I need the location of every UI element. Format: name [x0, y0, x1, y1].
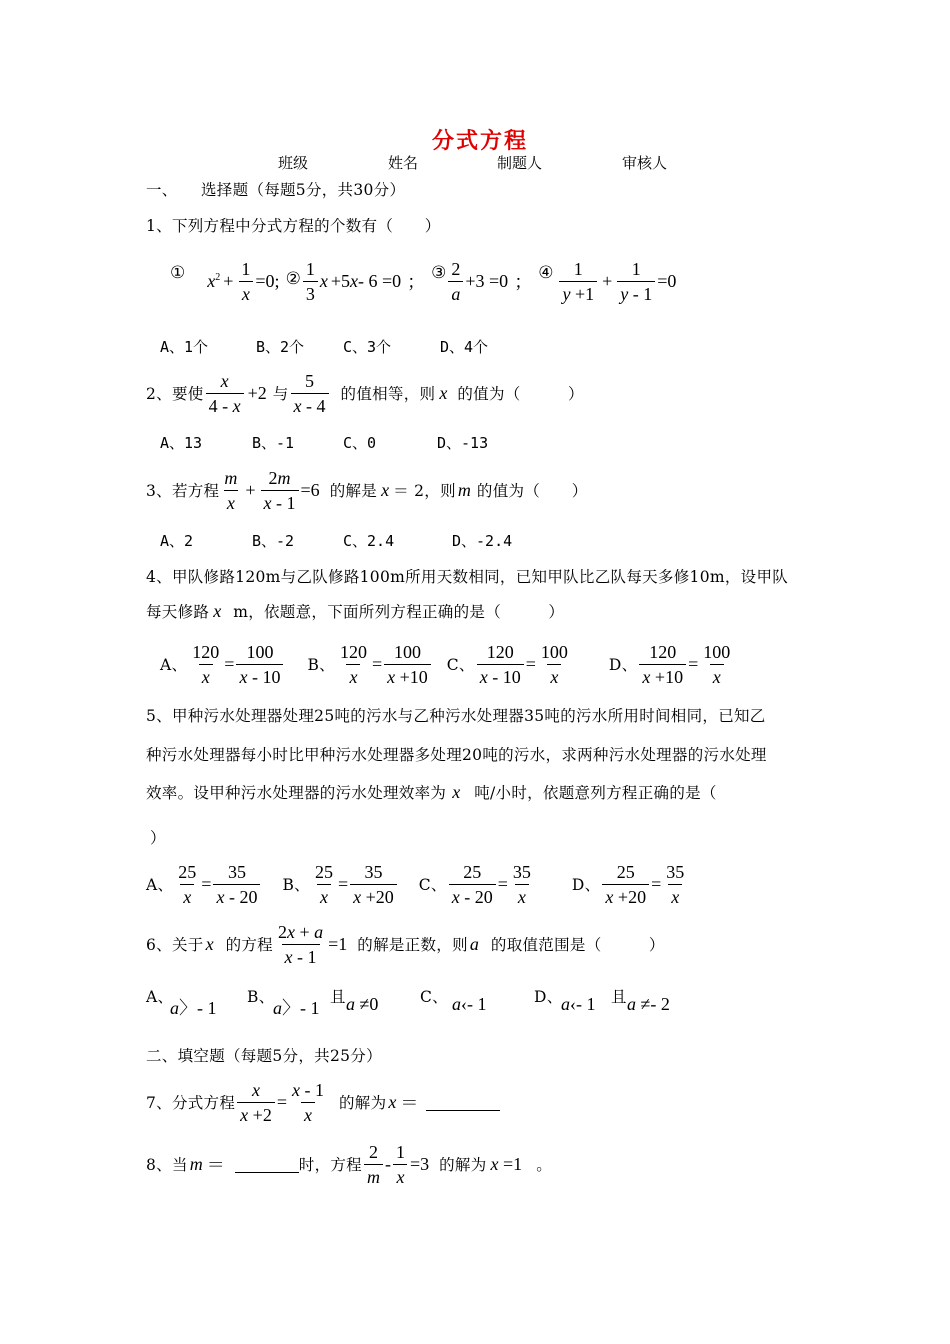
q1-eq1-frac: $\frac{1}{x}$: [238, 259, 253, 304]
q6-option-b-2: a ≠0: [346, 994, 379, 1014]
q1-circle1: ①: [170, 263, 186, 282]
q1-option-a: A、1个: [160, 338, 209, 356]
q8-frac2: $\frac{1}{x}$: [393, 1142, 408, 1187]
section1-number: 一、: [146, 181, 178, 199]
q5-c-frac1: $\frac{25}{x - 20}$: [449, 862, 496, 907]
q2-option-d: D、-13: [437, 434, 489, 452]
q8-minus: -: [384, 1153, 391, 1174]
q6-rhs: =1: [328, 933, 348, 954]
q2-option-a: A、13: [160, 434, 203, 452]
q8-frac1: $\frac{2}{m}$: [364, 1142, 383, 1187]
q6-label-c: C、: [420, 988, 448, 1006]
q5-line3b: 吨/小时，依题意列方程正确的是（: [474, 784, 717, 802]
q1-eq1-rhs: =0;: [255, 270, 280, 291]
q5-c-frac2: $\frac{35}{x}$: [512, 861, 531, 907]
q3-mid2: ＝ 2，则: [393, 482, 456, 500]
q1-option-d: D、4个: [440, 338, 489, 356]
q5-b-frac2: $\frac{35}{x +20}$: [350, 862, 397, 907]
q1-eq4-frac2: $\frac{1}{y - 1}$: [617, 259, 655, 304]
name-label: 姓名: [388, 154, 419, 172]
q1-circle2: ②: [285, 269, 301, 288]
section2-heading: 二、填空题（每题5分，共25分）: [146, 1047, 382, 1065]
q2-suffix: 的值相等，则: [340, 385, 436, 403]
q1-eq4-rhs: =0: [657, 270, 677, 291]
reviewer-label: 审核人: [622, 154, 668, 172]
q1-circle3: ③: [431, 263, 447, 282]
q3-line: [146, 466, 588, 514]
q6-label-b: B、: [247, 988, 275, 1006]
q5-label-b: B、: [282, 876, 310, 894]
q2-frac2: $\frac{5}{x - 4}$: [291, 371, 329, 416]
q8-var-m: m: [189, 1153, 203, 1174]
q4-a-frac2: $\frac{100}{x - 10}$: [236, 642, 283, 687]
q8-answer-blank[interactable]: [235, 1156, 299, 1173]
q4-c-eq: =: [525, 653, 536, 674]
q4-a-frac1: $\frac{120}{x}$: [192, 641, 220, 687]
q1-eq2-rest: x: [319, 270, 328, 291]
q3-option-b: B、-2: [252, 532, 295, 550]
q1-eq4-frac1: $\frac{1}{y +1}$: [559, 259, 597, 304]
q5-d-frac1: $\frac{25}{x +20}$: [602, 862, 649, 907]
q4-label-b: B、: [307, 656, 335, 674]
q6-prefix: 6、关于: [146, 936, 204, 954]
q1-eq1-x2: $x^2$: [207, 270, 221, 291]
q5-line1: 5、甲种污水处理器处理25吨的污水与乙种污水处理器35吨的污水所用时间相同，已知乙: [146, 707, 766, 725]
q2-prefix: 2、要使: [146, 385, 204, 403]
q4-options: [160, 640, 735, 688]
q2-option-c: C、0: [343, 434, 377, 452]
q7-answer-blank[interactable]: [426, 1094, 500, 1111]
q4-line2b: m，依题意，下面所列方程正确的是（ ）: [233, 603, 565, 621]
q6-frac: $\frac{2x + a}{x - 1}$: [277, 921, 324, 967]
q3-mid: 的解是: [329, 482, 378, 500]
q4-line2a: 每天修路: [146, 603, 210, 621]
section1-heading: 选择题（每题5分，共30分）: [201, 181, 406, 199]
q6-option-a: a〉- 1: [170, 998, 217, 1018]
q7-frac1: $\frac{x}{x +2}$: [237, 1080, 275, 1125]
q1-text: 1、下列方程中分式方程的个数有（ ）: [146, 217, 441, 235]
q1-circle4: ④: [538, 263, 554, 282]
q2-option-b: B、-1: [252, 434, 295, 452]
q3-prefix: 3、若方程: [146, 482, 220, 500]
q6-option-c: a‹- 1: [452, 994, 487, 1014]
q6-option-b-1: a〉- 1: [273, 998, 320, 1018]
q5-a-frac2: $\frac{35}{x - 20}$: [213, 862, 260, 907]
q1-eq4-plus: +: [602, 270, 613, 291]
q5-options: [146, 860, 689, 908]
q2-plus2: +2: [247, 382, 267, 403]
q8-end: 。: [536, 1156, 552, 1174]
q5-line2: 种污水处理器每小时比甲种污水处理器多处理20吨的污水，求两种污水处理器的污水处理: [146, 746, 767, 764]
q5-line4: ）: [150, 829, 166, 847]
q6-mid: 的方程: [225, 936, 273, 954]
q4-label-c: C、: [446, 656, 475, 674]
q4-b-frac2: $\frac{100}{x +10}$: [384, 642, 431, 687]
q1-equations: [170, 258, 676, 304]
q7-eq: =: [276, 1091, 287, 1112]
q5-d-frac2: $\frac{35}{x}$: [666, 861, 685, 907]
q5-b-eq: =: [337, 873, 349, 894]
q4-d-frac2: $\frac{100}{x}$: [703, 641, 731, 687]
q4-b-frac1: $\frac{120}{x}$: [339, 641, 367, 687]
q3-frac2: $\frac{2m}{x - 1}$: [261, 468, 299, 513]
q4-c-frac2: $\frac{100}{x}$: [540, 641, 568, 687]
q4-a-eq: =: [224, 653, 235, 674]
q4-b-eq: =: [371, 653, 383, 674]
q8-equals: ＝: [206, 1155, 225, 1175]
q4-var-x: x: [213, 600, 222, 621]
q6-and-d: 且: [611, 988, 627, 1006]
q5-line3a: 效率。设甲种污水处理器的污水处理效率为: [146, 784, 447, 802]
q8-mid: 时，方程: [298, 1156, 362, 1174]
q4-label-a: A、: [160, 656, 188, 674]
q2-end: 的值为（ ）: [457, 385, 584, 403]
q2-line: [146, 370, 584, 416]
q5-a-frac1: $\frac{25}{x}$: [178, 861, 197, 907]
q6-var-x: x: [205, 933, 214, 954]
q3-end: 的值为（ ）: [476, 482, 588, 500]
q6-suffix: 的解是正数，则: [357, 936, 468, 954]
q4-d-frac1: $\frac{120}{x +10}$: [639, 642, 686, 687]
q6-and-b: 且: [330, 988, 346, 1006]
q5-label-a: A、: [146, 876, 174, 894]
q3-option-c: C、2.4: [343, 532, 395, 550]
q1-eq2-rest2: +5x- 6 =0: [330, 270, 402, 291]
q3-option-a: A、2: [160, 532, 194, 550]
q8-solution: x =1: [490, 1153, 523, 1174]
q7-prefix: 7、分式方程: [146, 1094, 236, 1112]
q1-option-b: B、2个: [256, 338, 305, 356]
q4-c-frac1: $\frac{120}{x - 10}$: [477, 642, 524, 687]
q4-d-eq: =: [688, 653, 699, 674]
q6-end: 的取值范围是（ ）: [490, 936, 665, 954]
q7-frac2: $\frac{x - 1}{x}$: [291, 1079, 324, 1125]
q1-option-c: C、3个: [343, 338, 392, 356]
author-label: 制题人: [497, 154, 543, 172]
q5-d-eq: =: [651, 873, 662, 894]
q8-rhs: =3: [409, 1153, 430, 1174]
q4-line1: 4、甲队修路120m与乙队修路100m所用天数相同，已知甲队比乙队每天多修10m，设甲队: [146, 568, 789, 586]
q4-line2: [146, 600, 564, 622]
q6-option-d-1: a‹- 1: [561, 994, 596, 1014]
q8-line: [146, 1140, 552, 1188]
q7-line: [146, 1078, 500, 1126]
q5-c-eq: =: [497, 873, 508, 894]
q4-label-d: D、: [608, 656, 638, 674]
q3-rhs: =6: [300, 479, 320, 500]
q1-eq3-frac: $\frac{2}{a}$: [448, 259, 463, 304]
q1-sep1: ；: [407, 272, 426, 292]
q1-eq2-frac: $\frac{1}{3}$: [303, 259, 318, 304]
q8-suffix: 的解为: [439, 1156, 487, 1174]
class-label: 班级: [278, 154, 309, 172]
q3-plus: +: [245, 479, 256, 500]
q7-suffix: 的解为: [338, 1094, 387, 1112]
q5-var-x: x: [452, 781, 461, 802]
q7-equals: ＝: [400, 1093, 419, 1113]
q6-var-a: a: [469, 933, 479, 954]
q2-frac1: $\frac{x}{4 - x}$: [206, 371, 244, 416]
q6-label-a: A、: [146, 988, 174, 1006]
q6-label-d: D、: [534, 988, 563, 1006]
q3-option-d: D、-2.4: [452, 532, 513, 550]
q5-line3: [146, 781, 717, 803]
q3-var-m: m: [457, 479, 471, 500]
q5-a-eq: =: [201, 873, 212, 894]
q6-option-d-2: a ≠- 2: [627, 994, 670, 1014]
q5-label-d: D、: [571, 876, 601, 894]
q2-mid: 与: [272, 385, 289, 403]
q7-var-x: x: [388, 1091, 397, 1112]
q1-eq3-rest: +3 =0: [465, 270, 509, 291]
q6-line: [146, 920, 665, 968]
q8-prefix: 8、当: [146, 1156, 188, 1174]
q2-var-x: x: [439, 382, 448, 403]
q3-frac1: $\frac{m}{x}$: [224, 467, 238, 513]
q1-eq1-plus: +: [223, 270, 234, 291]
q5-label-c: C、: [418, 876, 447, 894]
q3-var-x: x: [381, 479, 390, 500]
page-title: 分式方程: [432, 128, 529, 154]
q5-b-frac1: $\frac{25}{x}$: [314, 861, 333, 907]
q1-sep2: ；: [514, 272, 533, 292]
